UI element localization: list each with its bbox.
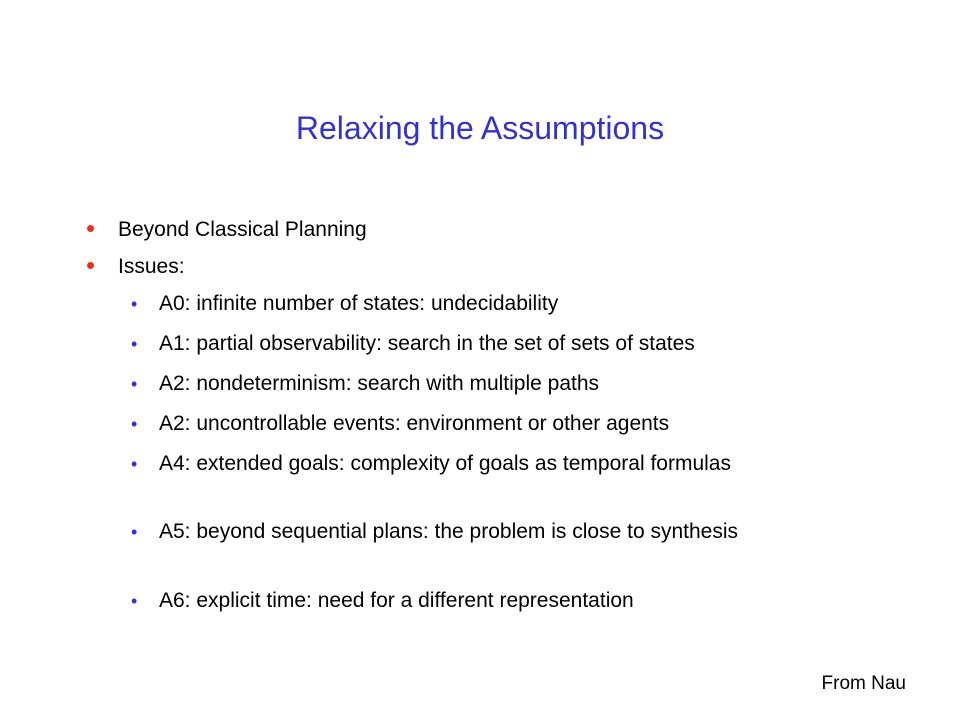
bullet-icon: • [86,250,96,280]
sub-bullet-item [131,330,859,358]
sub-bullet-item [131,370,859,398]
sub-bullet-item [131,587,859,615]
sub-bullet-text: A4: extended goals: complexity of goals as temporal formulas [159,452,731,475]
source-credit: From Nau [821,673,906,694]
bullet-icon: • [86,213,96,243]
sub-bullet-icon: • [131,334,138,354]
bullet-item [86,213,878,244]
sub-bullet-icon: • [131,414,138,434]
sub-bullet-text: A5: beyond sequential plans: the problem is close to synthesis [159,520,739,543]
sub-bullet-item [131,410,859,438]
sub-bullet-text: A2: nondeterminism: search with multiple paths [159,372,600,395]
sub-bullet-icon: • [131,374,138,394]
bullet-text: Issues: [118,255,185,278]
sub-bullet-item [131,450,839,478]
sub-bullet-text: A0: infinite number of states: undecidability [159,292,559,315]
sub-bullet-icon: • [131,454,138,474]
sub-bullet-icon: • [131,522,138,542]
slide-title: Relaxing the Assumptions [295,110,665,146]
bullet-text: Beyond Classical Planning [118,218,367,241]
sub-bullet-text: A1: partial observability: search in the set of sets of states [159,332,695,355]
sub-bullet-icon: • [131,591,138,611]
bullet-item [86,250,878,281]
sub-bullet-item [131,290,859,318]
sub-bullet-item [131,518,839,546]
sub-bullet-icon: • [131,294,138,314]
sub-bullet-text: A6: explicit time: need for a different representation [159,589,634,612]
sub-bullet-text: A2: uncontrollable events: environment or other agents [159,412,670,435]
